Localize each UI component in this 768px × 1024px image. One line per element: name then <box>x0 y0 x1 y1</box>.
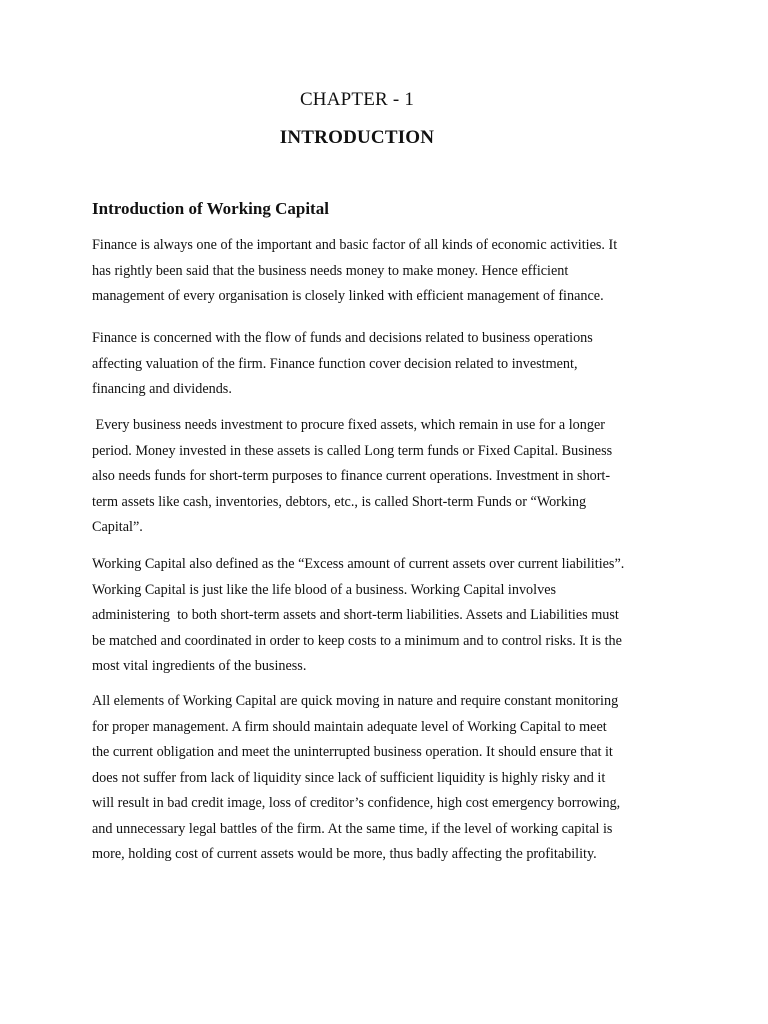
text-line: Working Capital is just like the life blood of a business. Working Capital involves <box>92 581 557 598</box>
text-line: administering to both short-term assets and short-term liabilities. Assets and Liabilities must <box>92 607 619 623</box>
text-line: most vital ingredients of the business. <box>92 658 307 674</box>
text-line: management of every organisation is closely linked with efficient management of finance. <box>92 288 604 304</box>
text-line: financing and dividends. <box>92 381 232 397</box>
text-line: All elements of Working Capital are quick moving in nature and require constant monitoring <box>92 693 619 709</box>
text-line: be matched and coordinated in order to keep costs to a minimum and to control risks. It is the <box>92 632 622 649</box>
text-line: the current obligation and meet the uninterrupted business operation. It should ensure that it <box>92 744 613 760</box>
chapter-title: INTRODUCTION <box>279 127 435 148</box>
text-line: has rightly been said that the business needs money to make money. Hence efficient <box>92 262 569 279</box>
text-line: Capital”. <box>92 519 143 535</box>
text-line: and unnecessary legal battles of the firm. At the same time, if the level of working capital is <box>92 820 613 837</box>
text-line: for proper management. A firm should maintain adequate level of Working Capital to meet <box>92 718 607 735</box>
paragraph-3 <box>92 413 692 541</box>
text-line: Working Capital also defined as the “Excess amount of current assets over current liabilities”. <box>92 556 625 572</box>
chapter-label: CHAPTER - 1 <box>299 89 415 110</box>
text-line: affecting valuation of the firm. Finance function cover decision related to investment, <box>92 355 578 372</box>
paragraph-2 <box>92 326 692 403</box>
paragraph-1 <box>92 233 692 310</box>
paragraph-5 <box>92 689 692 868</box>
text-line: Finance is always one of the important and basic factor of all kinds of economic activities. It <box>92 237 618 253</box>
text-line: Every business needs investment to procure fixed assets, which remain in use for a longer <box>92 417 605 433</box>
text-line: term assets like cash, inventories, debtors, etc., is called Short-term Funds or “Working <box>92 493 587 510</box>
paragraph-4 <box>92 552 692 680</box>
text-line: does not suffer from lack of liquidity since lack of sufficient liquidity is highly risky and it <box>92 769 606 786</box>
text-line: will result in bad credit image, loss of creditor’s confidence, high cost emergency borrowing, <box>92 795 621 811</box>
text-line: Finance is concerned with the flow of funds and decisions related to business operations <box>92 330 593 346</box>
text-line: period. Money invested in these assets is called Long term funds or Fixed Capital. Business <box>92 442 613 459</box>
text-line: more, holding cost of current assets would be more, thus badly affecting the profitability. <box>92 846 597 862</box>
text-line: also needs funds for short-term purposes to finance current operations. Investment in short- <box>92 468 611 484</box>
section-heading: Introduction of Working Capital <box>92 199 329 218</box>
